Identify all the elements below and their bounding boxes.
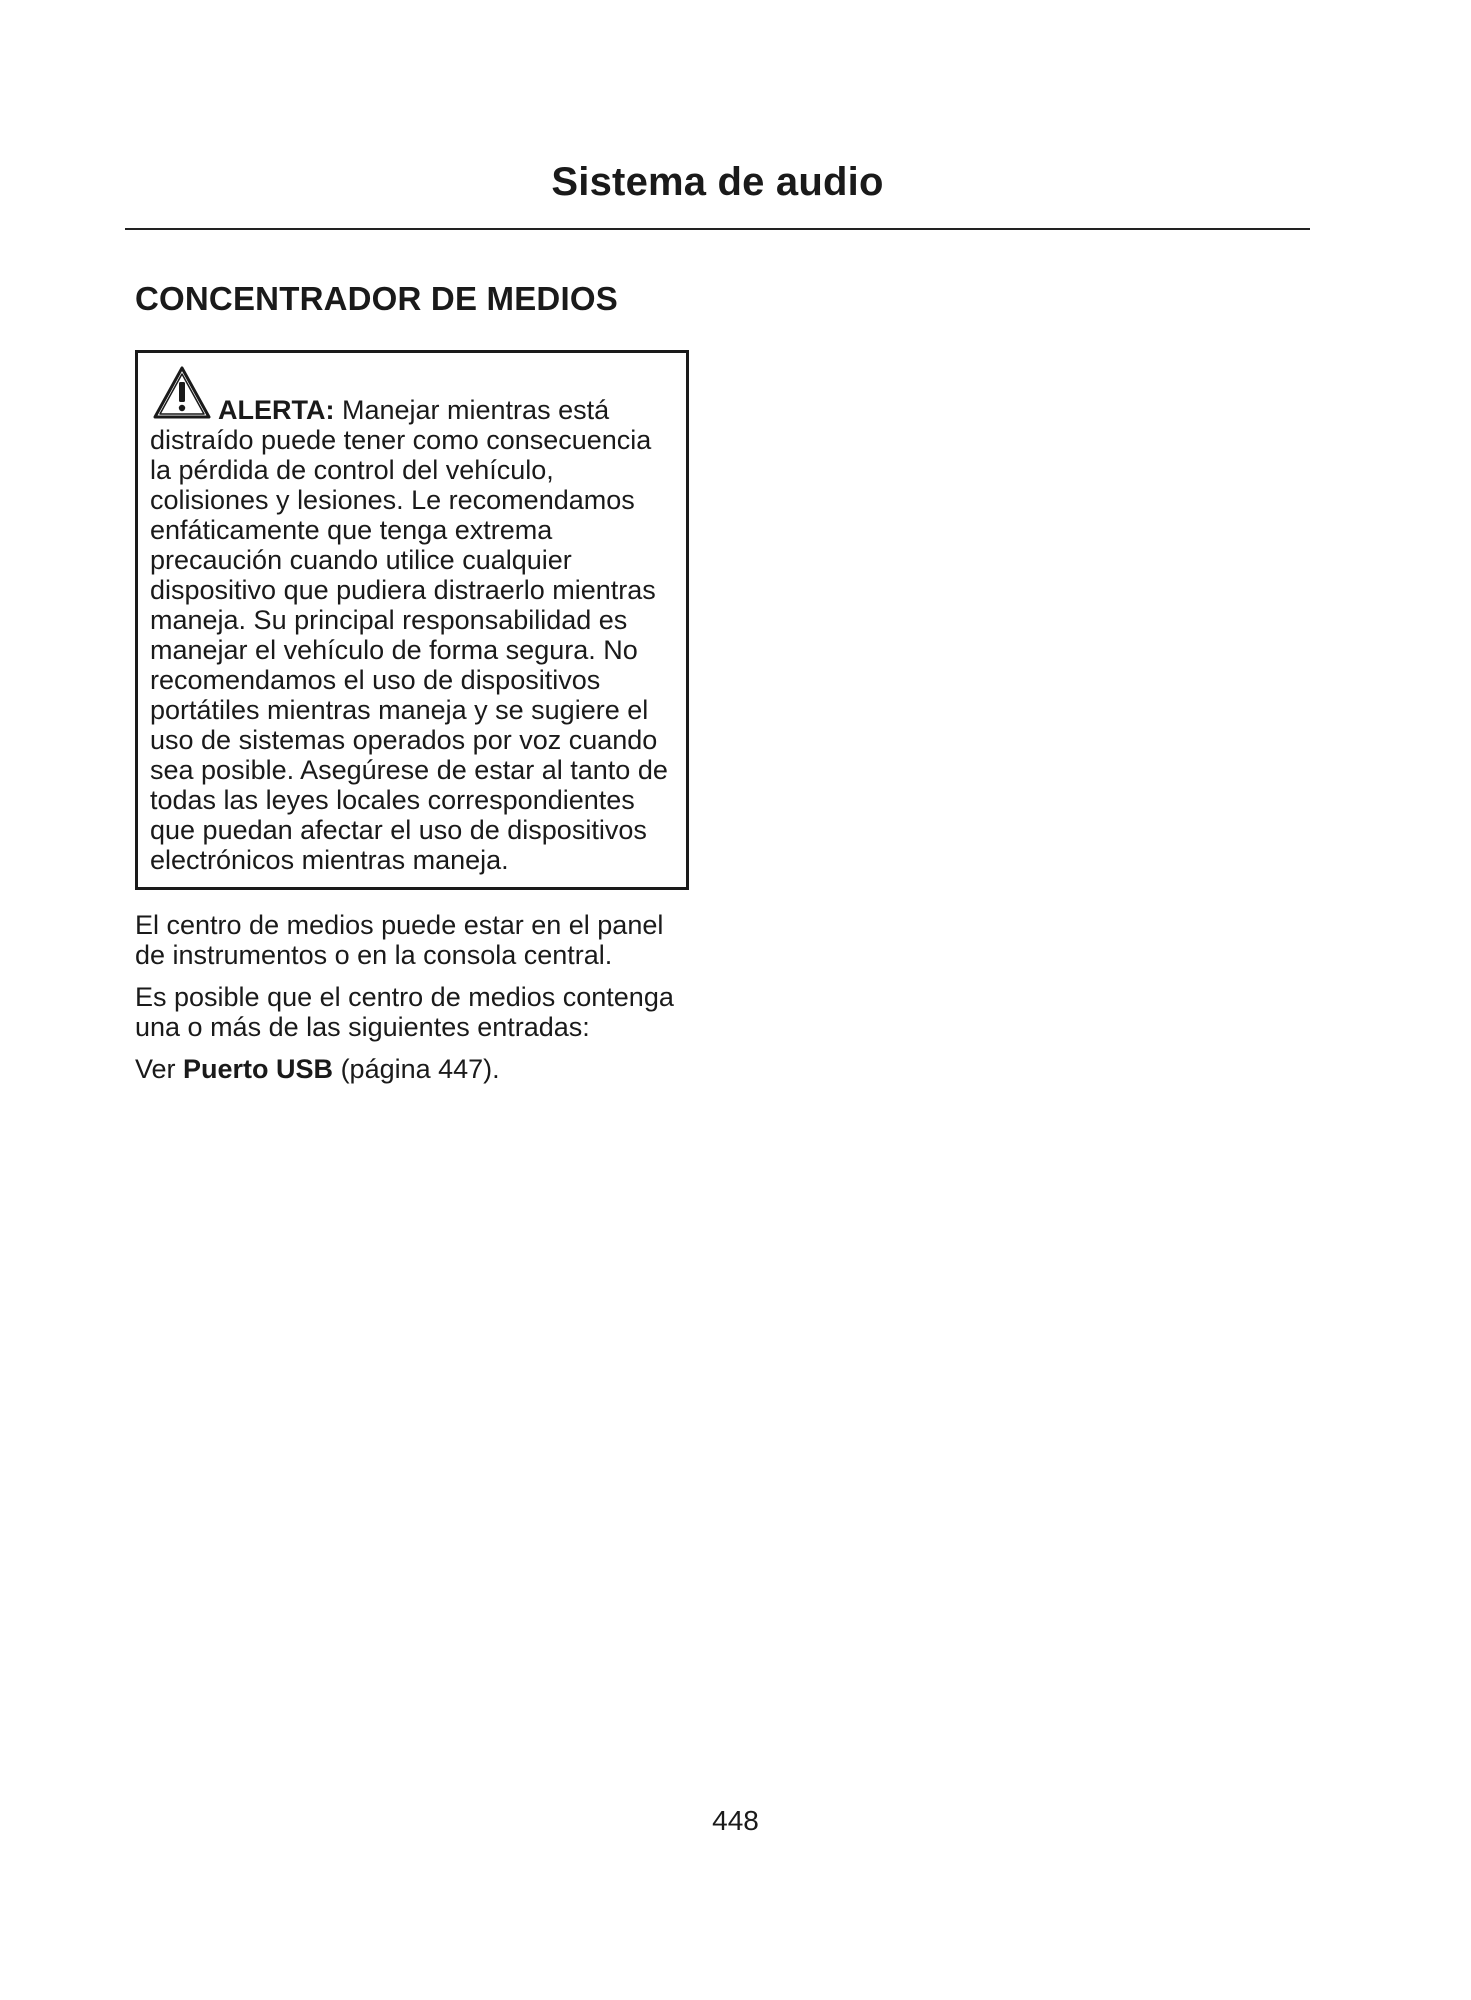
body-paragraph-location: El centro de medios puede estar en el panel de instrumentos o en la consola central. (135, 910, 664, 970)
usb-reference (135, 1054, 675, 1084)
page-number: 448 (712, 1805, 759, 1836)
reference-prefix: Ver (135, 1054, 184, 1084)
warning-body: Manejar mientras está distraído puede tener como consecuencia la pérdida de control del vehículo, colisiones y lesiones. Le recomendamos enfáticamente que tenga extrema precaución cuando utilice cualquier dispositivo que pudiera distraerlo mientras maneja. Su principal responsabilidad es manejar el vehículo de forma segura. No recomendamos el uso de dispositivos portátiles mientras maneja y se sugiere el uso de sistemas operados por voz cuando sea posible. Asegúrese de estar al tanto de todas las leyes locales correspondientes que puedan afectar el uso de dispositivos electrónicos mientras maneja. (150, 395, 668, 875)
warning-triangle-icon (152, 365, 212, 421)
reference-suffix: (página 447). (333, 1054, 500, 1084)
warning-text (150, 365, 676, 875)
page-header (125, 150, 1310, 230)
section-title: CONCENTRADOR DE MEDIOS (135, 280, 618, 317)
usb-port-link[interactable]: Puerto USB (183, 1054, 334, 1084)
content-column (135, 280, 695, 1084)
body-paragraph-inputs: Es posible que el centro de medios contenga una o más de las siguientes entradas: (135, 982, 674, 1042)
warning-label: ALERTA: (218, 395, 335, 425)
page-title: Sistema de audio (551, 160, 884, 204)
warning-box (135, 350, 689, 890)
